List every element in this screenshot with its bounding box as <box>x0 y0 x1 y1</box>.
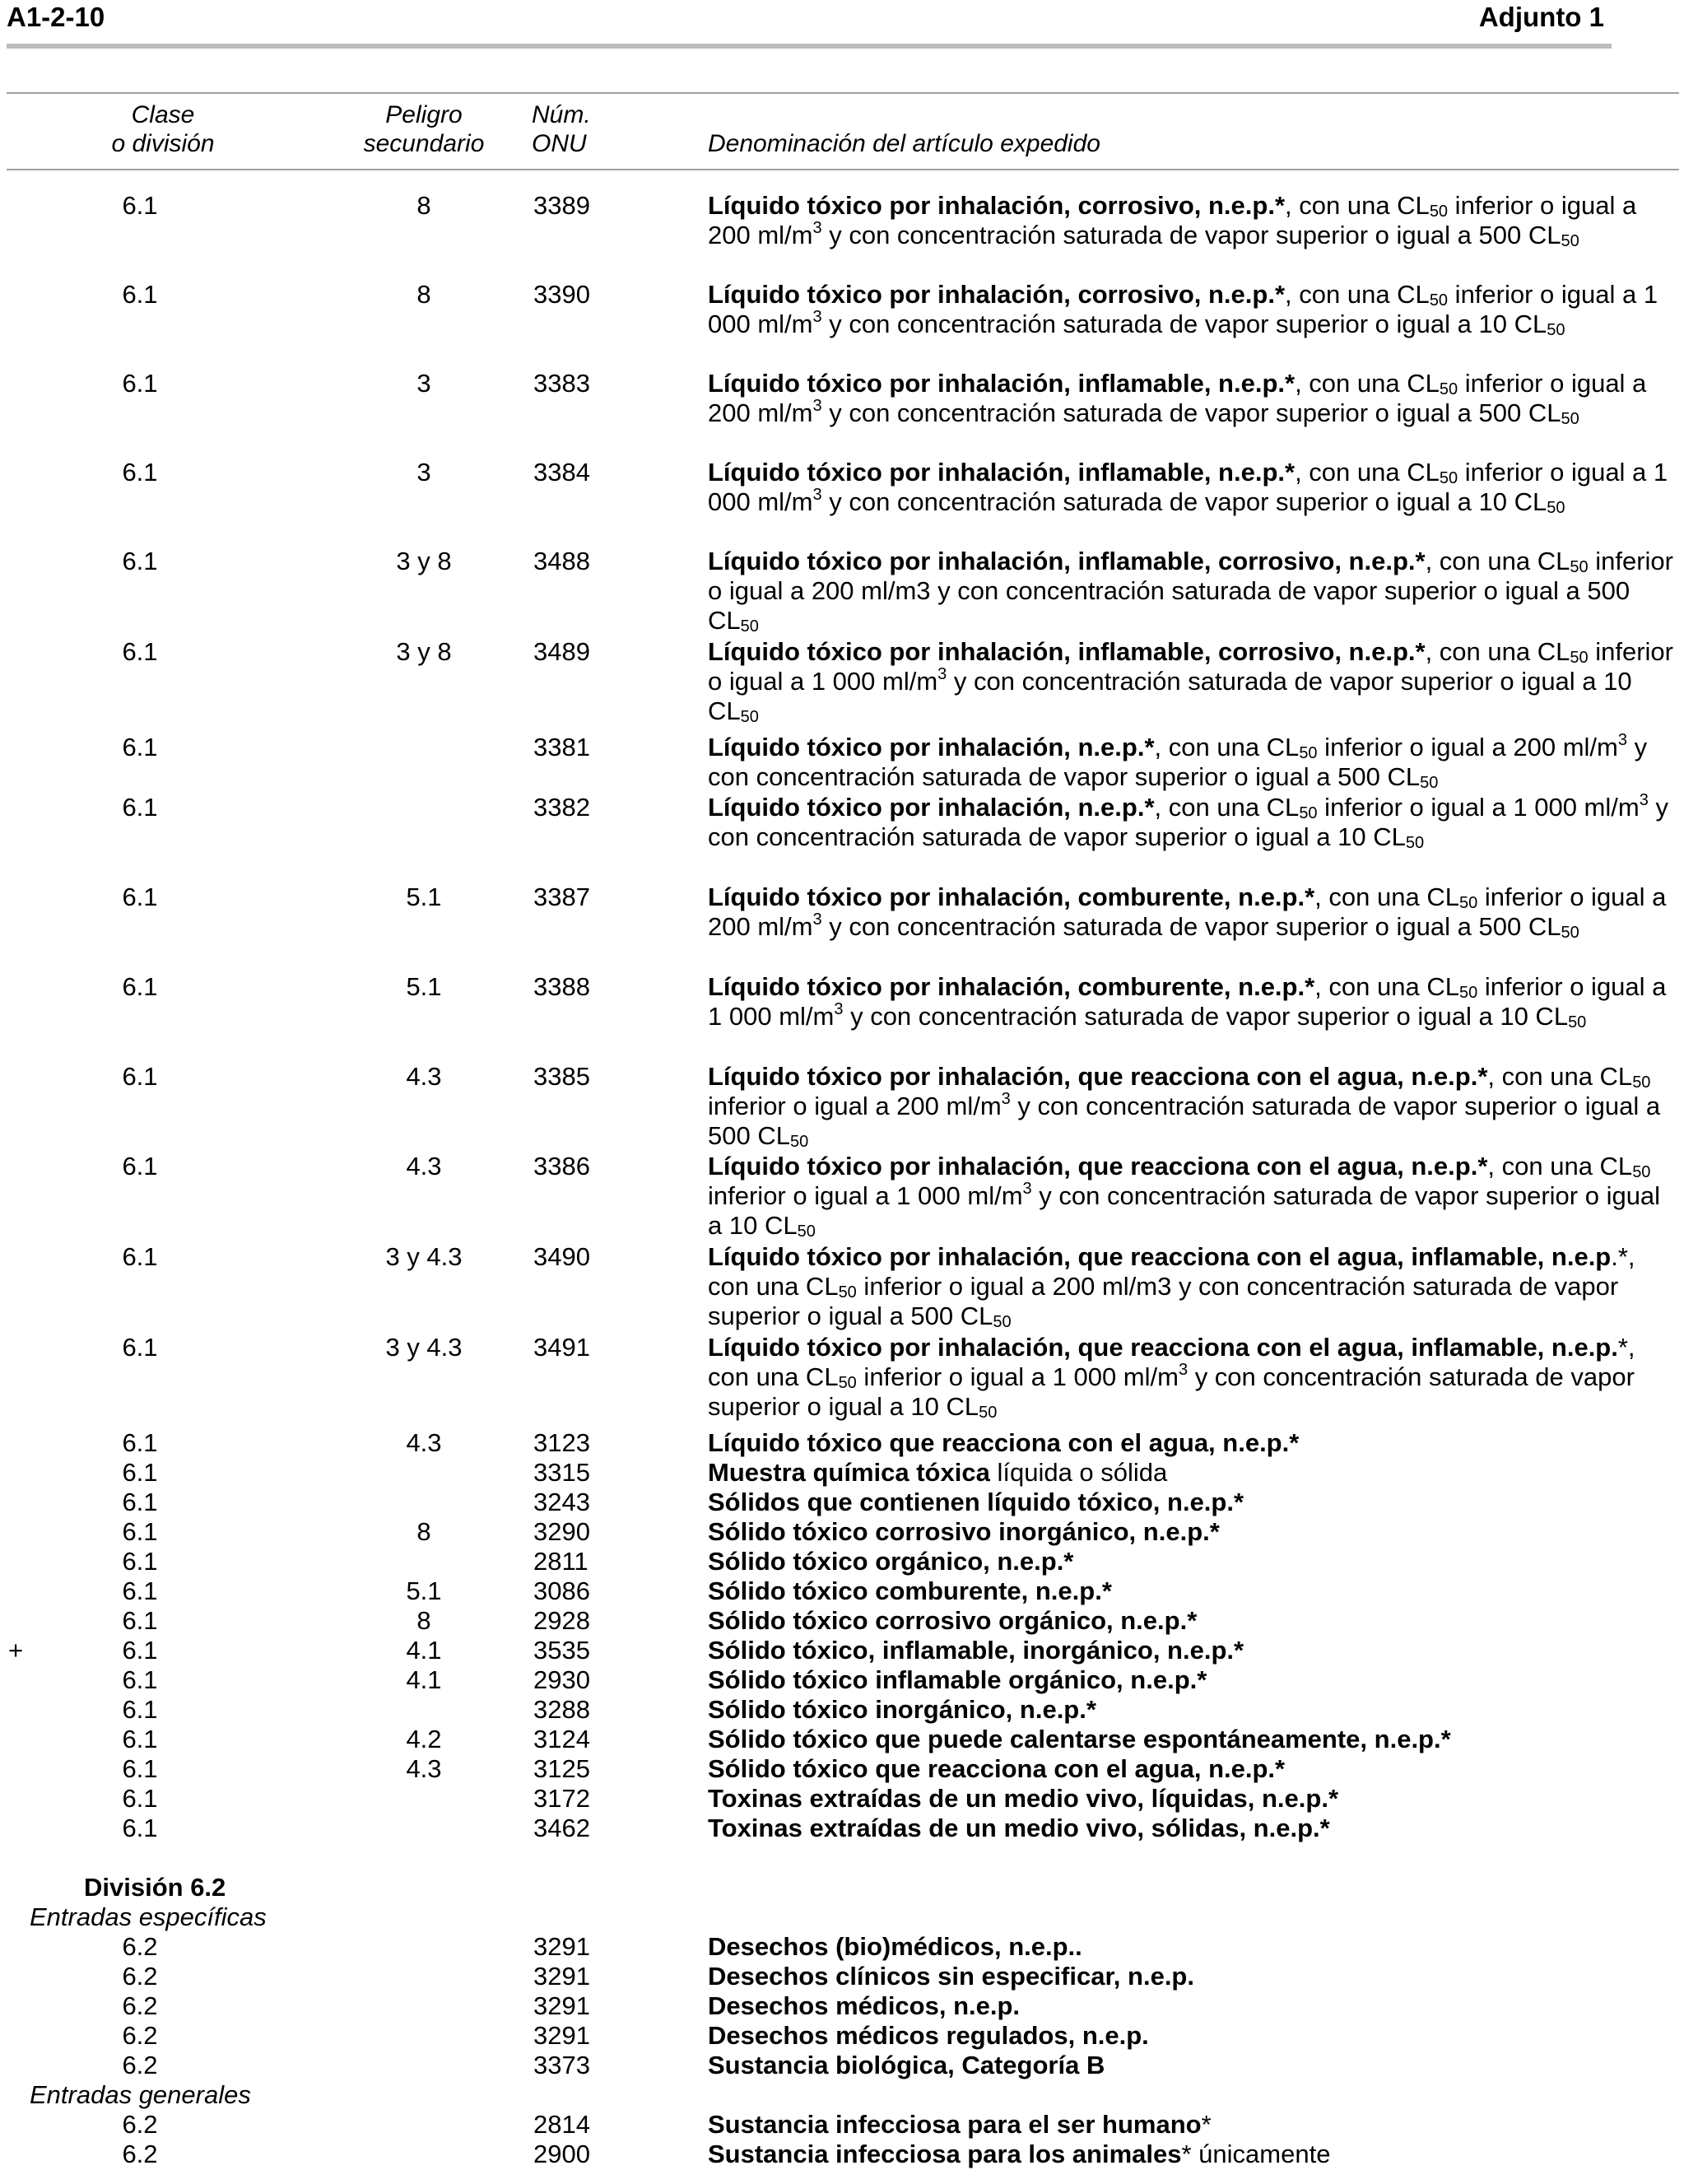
subsidiary-risk-cell: 5.1 <box>406 882 442 911</box>
column-header-class-line1: Clase <box>131 101 195 128</box>
un-number-cell: 3390 <box>533 280 590 309</box>
table-row <box>0 1784 1684 1814</box>
table-row <box>0 1547 1684 1576</box>
un-number-cell: 3086 <box>533 1576 590 1605</box>
division-6-2-title: División 6.2 <box>84 1873 226 1902</box>
subsidiary-risk-cell: 3 y 4.3 <box>385 1242 463 1271</box>
subsidiary-risk-cell: 3 y 4.3 <box>385 1333 463 1362</box>
table-row <box>0 1428 1684 1458</box>
proper-shipping-name: Sólido tóxico inorgánico, n.e.p.* <box>708 1695 1096 1724</box>
table-row <box>0 1458 1684 1488</box>
description-cell <box>708 2021 1679 2051</box>
description-detail: , con una $CL_{50}$ inferior o igual a 200 $ml/m^3$ y con concentración saturada de vapor superior o igual a 500 $CL_{50}$ <box>708 369 1647 428</box>
class-cell: 6.1 <box>122 1695 158 1724</box>
column-header-subsidiary <box>346 100 502 158</box>
un-number-cell: 3172 <box>533 1784 590 1813</box>
column-header-un-line2: ONU <box>532 130 587 157</box>
table-row <box>0 1242 1684 1333</box>
un-number-cell: 3315 <box>533 1458 590 1487</box>
un-number-cell: 3291 <box>533 1962 590 1991</box>
class-cell: 6.1 <box>122 1665 158 1694</box>
proper-shipping-name: Desechos (bio)médicos, n.e.p.. <box>708 1932 1082 1961</box>
proper-shipping-name: Sustancia infecciosa para el ser humano <box>708 2110 1202 2139</box>
table-row <box>0 1062 1684 1152</box>
description-detail: , con una $CL_{50}$ inferior o igual a 1 000 $ml/m^3$ y con concentración saturada de vapor superior o igual a 10 $CL_{50}$ <box>708 637 1673 726</box>
table-row <box>0 547 1684 637</box>
proper-shipping-name: Líquido tóxico por inhalación, inflamable, n.e.p.* <box>708 369 1296 398</box>
description-cell <box>708 1814 1679 1843</box>
un-number-cell: 3123 <box>533 1428 590 1457</box>
description-cell <box>708 1665 1679 1695</box>
class-cell: 6.2 <box>122 1932 158 1961</box>
un-number-cell: 3490 <box>533 1242 590 1271</box>
proper-shipping-name: Sustancia infecciosa para los animales <box>708 2140 1182 2168</box>
division-6-1-rows <box>0 191 1684 1843</box>
description-cell <box>708 547 1679 636</box>
table-row <box>0 1754 1684 1784</box>
un-number-cell: 3381 <box>533 733 590 761</box>
description-cell <box>708 1428 1679 1458</box>
class-cell: 6.1 <box>122 191 158 220</box>
class-cell: 6.1 <box>122 1242 158 1271</box>
proper-shipping-name: Líquido tóxico por inhalación, comburente, n.e.p.* <box>708 882 1315 911</box>
un-number-cell: 3385 <box>533 1062 590 1091</box>
description-cell <box>708 1576 1679 1606</box>
class-cell: 6.1 <box>122 1062 158 1091</box>
table-row <box>0 1665 1684 1695</box>
table-body <box>0 191 1684 2169</box>
proper-shipping-name: Líquido tóxico por inhalación, que reacciona con el agua, n.e.p.* <box>708 1062 1488 1091</box>
description-cell <box>708 1242 1679 1331</box>
un-number-cell: 3288 <box>533 1695 590 1724</box>
proper-shipping-name: Sustancia biológica, Categoría B <box>708 2051 1105 2079</box>
subsidiary-risk-cell: 8 <box>416 1517 431 1546</box>
description-detail: , con una $CL_{50}$ inferior o igual a 1 000 $ml/m^3$ y con concentración saturada de vapor superior o igual a 10 $CL_{50}$ <box>708 1152 1661 1241</box>
general-entries-rows <box>0 2110 1684 2169</box>
proper-shipping-name: Sólido tóxico, inflamable, inorgánico, n.e.p.* <box>708 1636 1244 1665</box>
proper-shipping-name: Toxinas extraídas de un medio vivo, líquidas, n.e.p.* <box>708 1784 1339 1813</box>
subsidiary-risk-cell: 4.3 <box>406 1062 442 1091</box>
un-number-cell: 3291 <box>533 1991 590 2020</box>
table-row <box>0 1962 1684 1991</box>
un-number-cell: 2928 <box>533 1606 590 1635</box>
description-cell <box>708 1517 1679 1547</box>
description-cell <box>708 458 1679 517</box>
proper-shipping-name: Líquido tóxico que reacciona con el agua, n.e.p.* <box>708 1428 1300 1457</box>
table-row <box>0 1488 1684 1517</box>
description-cell <box>708 1606 1679 1636</box>
description-cell <box>708 1062 1679 1151</box>
proper-shipping-name: Sólido tóxico que reacciona con el agua, n.e.p.* <box>708 1754 1286 1783</box>
class-cell: 6.1 <box>122 1725 158 1753</box>
description-detail: , con una $CL_{50}$ inferior o igual a 200 $ml/m^3$ y con concentración saturada de vapor superior o igual a 500 $CL_{50}$ <box>708 882 1667 942</box>
description-cell <box>708 1932 1679 1962</box>
column-header-class <box>97 100 229 158</box>
description-cell <box>708 1333 1679 1422</box>
description-cell <box>708 1636 1679 1665</box>
un-number-cell: 3462 <box>533 1814 590 1842</box>
description-detail: , con una $CL_{50}$ inferior o igual a 1 000 $ml/m^3$ y con concentración saturada de vapor superior o igual a 10 $CL_{50}$ <box>708 972 1667 1031</box>
proper-shipping-name: Sólido tóxico comburente, n.e.p.* <box>708 1576 1112 1605</box>
attachment-label: Adjunto 1 <box>1478 2 1604 32</box>
class-cell: 6.2 <box>122 1962 158 1991</box>
proper-shipping-name: Desechos clínicos sin especificar, n.e.p. <box>708 1962 1194 1991</box>
class-cell: 6.1 <box>122 1152 158 1180</box>
description-cell <box>708 1458 1679 1488</box>
un-number-cell: 2900 <box>533 2140 590 2168</box>
subsidiary-risk-cell: 4.1 <box>406 1636 442 1665</box>
subsidiary-risk-cell: 8 <box>416 1606 431 1635</box>
column-header-un-line1: Núm. <box>532 101 591 128</box>
class-cell: 6.1 <box>122 1606 158 1635</box>
proper-shipping-name: Líquido tóxico por inhalación, que reacciona con el agua, n.e.p.* <box>708 1152 1488 1180</box>
general-entries-label: Entradas generales <box>30 2080 251 2109</box>
un-number-cell: 2930 <box>533 1665 590 1694</box>
table-row <box>0 2140 1684 2169</box>
description-cell <box>708 1962 1679 1991</box>
un-number-cell: 3373 <box>533 2051 590 2079</box>
subsidiary-risk-cell: 5.1 <box>406 1576 442 1605</box>
class-cell: 6.1 <box>122 972 158 1001</box>
description-cell <box>708 280 1679 339</box>
subsidiary-risk-cell: 8 <box>416 191 431 220</box>
proper-shipping-name: Desechos médicos, n.e.p. <box>708 1991 1021 2020</box>
class-cell: 6.1 <box>122 637 158 666</box>
table-row <box>0 1725 1684 1754</box>
un-number-cell: 3387 <box>533 882 590 911</box>
proper-shipping-name: Sólido tóxico orgánico, n.e.p.* <box>708 1547 1074 1576</box>
un-number-cell: 3488 <box>533 547 590 575</box>
un-number-cell: 3384 <box>533 458 590 487</box>
description-cell <box>708 972 1679 1031</box>
class-cell: 6.2 <box>122 2021 158 2050</box>
description-detail: , con una $CL_{50}$ inferior o igual a 200 $ml/m^3$ y con concentración saturada de vapor superior o igual a 500 $CL_{50}$ <box>708 1062 1661 1151</box>
class-cell: 6.2 <box>122 2140 158 2168</box>
un-number-cell: 3388 <box>533 972 590 1001</box>
class-cell: 6.1 <box>122 369 158 398</box>
class-cell: 6.2 <box>122 2110 158 2139</box>
description-cell <box>708 730 1679 792</box>
description-cell <box>708 1695 1679 1725</box>
table-top-rule <box>7 92 1679 94</box>
description-detail: líquida o sólida <box>989 1458 1168 1487</box>
subsidiary-risk-cell: 4.3 <box>406 1152 442 1180</box>
change-marker: + <box>8 1636 24 1665</box>
proper-shipping-name: Líquido tóxico por inhalación, corrosivo, n.e.p.* <box>708 191 1286 220</box>
description-cell <box>708 1991 1679 2021</box>
table-row <box>0 2110 1684 2140</box>
description-detail: , con una $CL_{50}$ inferior o igual a 200 $ml/m^3$ y con concentración saturada de vapor superior o igual a 500 $CL_{50}$ <box>708 191 1637 250</box>
proper-shipping-name: Sólidos que contienen líquido tóxico, n.e.p.* <box>708 1488 1244 1516</box>
class-cell: 6.1 <box>122 547 158 575</box>
table-row <box>0 637 1684 733</box>
description-cell <box>708 2110 1679 2140</box>
class-cell: 6.1 <box>122 882 158 911</box>
description-cell <box>708 1725 1679 1754</box>
table-row <box>0 1814 1684 1843</box>
class-cell: 6.1 <box>122 1576 158 1605</box>
column-header-subsidiary-line2: secundario <box>363 130 485 157</box>
class-cell: 6.1 <box>122 458 158 487</box>
proper-shipping-name: Toxinas extraídas de un medio vivo, sólidas, n.e.p.* <box>708 1814 1330 1842</box>
proper-shipping-name: Líquido tóxico por inhalación, inflamable, n.e.p.* <box>708 458 1296 487</box>
proper-shipping-name: Muestra química tóxica <box>708 1458 990 1487</box>
proper-shipping-name: Líquido tóxico por inhalación, corrosivo, n.e.p.* <box>708 280 1286 309</box>
column-header-un <box>532 100 606 158</box>
subsidiary-risk-cell: 4.3 <box>406 1428 442 1457</box>
table-row <box>0 730 1684 793</box>
subsidiary-risk-cell: 3 <box>416 458 431 487</box>
header-rule <box>7 44 1612 49</box>
class-cell: 6.1 <box>122 1488 158 1516</box>
description-cell <box>708 1784 1679 1814</box>
description-cell <box>708 1152 1679 1241</box>
description-detail: , con una $CL_{50}$ inferior o igual a 1 000 $ml/m^3$ y con concentración saturada de vapor superior o igual a 10 $CL_{50}$ <box>708 458 1668 517</box>
table-row <box>0 458 1684 547</box>
description-cell <box>708 2051 1679 2080</box>
class-cell: 6.1 <box>122 1636 158 1665</box>
subsidiary-risk-cell: 5.1 <box>406 972 442 1001</box>
proper-shipping-name: Líquido tóxico por inhalación, n.e.p.* <box>708 733 1155 761</box>
proper-shipping-name: Sólido tóxico corrosivo orgánico, n.e.p.* <box>708 1606 1198 1635</box>
proper-shipping-name: Líquido tóxico por inhalación, que reacciona con el agua, inflamable, n.e.p. <box>708 1333 1618 1362</box>
column-header-subsidiary-line1: Peligro <box>385 101 463 128</box>
page-reference: A1-2-10 <box>7 2 105 32</box>
description-detail: , con una $CL_{50}$ inferior o igual a 1 000 $ml/m^3$ y con concentración saturada de vapor superior o igual a 10 $CL_{50}$ <box>708 790 1668 852</box>
class-cell: 6.1 <box>122 1814 158 1842</box>
description-cell <box>708 2140 1679 2169</box>
class-cell: 6.1 <box>122 1754 158 1783</box>
description-cell <box>708 1488 1679 1517</box>
table-row <box>0 1333 1684 1428</box>
description-cell <box>708 369 1679 428</box>
subsidiary-risk-cell: 4.1 <box>406 1665 442 1694</box>
un-number-cell: 3491 <box>533 1333 590 1362</box>
table-row <box>0 1517 1684 1547</box>
description-detail: , con una $CL_{50}$ inferior o igual a 1 000 $ml/m^3$ y con concentración saturada de vapor superior o igual a 10 $CL_{50}$ <box>708 280 1658 339</box>
un-number-cell: 3489 <box>533 637 590 666</box>
un-number-cell: 3291 <box>533 1932 590 1961</box>
un-number-cell: 3243 <box>533 1488 590 1516</box>
table-row <box>0 1152 1684 1242</box>
description-detail: *, con una $CL_{50}$ inferior o igual a 1 000 $ml/m^3$ y con concentración saturada de vapor superior o igual a 10 $CL_{50}$ <box>708 1333 1635 1422</box>
section-gap <box>0 1843 1684 1873</box>
table-row <box>0 191 1684 280</box>
subsidiary-risk-cell: 3 <box>416 369 431 398</box>
table-row <box>0 1991 1684 2021</box>
proper-shipping-name: Líquido tóxico por inhalación, comburente, n.e.p.* <box>708 972 1315 1001</box>
column-header-class-line2: o división <box>111 130 215 157</box>
table-row <box>0 882 1684 972</box>
table-row <box>0 1636 1684 1665</box>
class-cell: 6.1 <box>122 1458 158 1487</box>
un-number-cell: 3290 <box>533 1517 590 1546</box>
specific-entries-label: Entradas específicas <box>30 1902 267 1931</box>
proper-shipping-name: Sólido tóxico que puede calentarse espontáneamente, n.e.p.* <box>708 1725 1451 1753</box>
class-cell: 6.1 <box>122 1547 158 1576</box>
class-cell: 6.1 <box>122 793 158 822</box>
subsidiary-risk-cell: 8 <box>416 280 431 309</box>
un-number-cell: 3383 <box>533 369 590 398</box>
table-row <box>0 790 1684 882</box>
proper-shipping-name: Líquido tóxico por inhalación, n.e.p.* <box>708 793 1155 822</box>
table-row <box>0 972 1684 1062</box>
proper-shipping-name: Sólido tóxico inflamable orgánico, n.e.p.* <box>708 1665 1207 1694</box>
description-detail: , con una $CL_{50}$ inferior o igual a 200 ml/m3 y con concentración saturada de vapor superior o igual a 500 $CL_{50}$ <box>708 547 1673 636</box>
description-cell <box>708 790 1679 852</box>
proper-shipping-name: Líquido tóxico por inhalación, inflamable, corrosivo, n.e.p.* <box>708 637 1426 666</box>
un-number-cell: 3124 <box>533 1725 590 1753</box>
description-cell <box>708 637 1679 726</box>
table-row <box>0 2021 1684 2051</box>
un-number-cell: 3535 <box>533 1636 590 1665</box>
table-header-rule <box>7 169 1679 170</box>
table-row <box>0 2051 1684 2080</box>
description-cell <box>708 1547 1679 1576</box>
class-cell: 6.2 <box>122 2051 158 2079</box>
un-number-cell: 3125 <box>533 1754 590 1783</box>
proper-shipping-name: Sólido tóxico corrosivo inorgánico, n.e.p.* <box>708 1517 1220 1546</box>
column-header-description: Denominación del artículo expedido <box>708 130 1100 157</box>
table-row <box>0 1606 1684 1636</box>
un-number-cell: 2814 <box>533 2110 590 2139</box>
un-number-cell: 3386 <box>533 1152 590 1180</box>
proper-shipping-name: Líquido tóxico por inhalación, que reacciona con el agua, inflamable, n.e.p <box>708 1242 1612 1271</box>
class-cell: 6.1 <box>122 1784 158 1813</box>
proper-shipping-name: Desechos médicos regulados, n.e.p. <box>708 2021 1149 2050</box>
table-row <box>0 1695 1684 1725</box>
table-row <box>0 280 1684 369</box>
class-cell: 6.1 <box>122 1517 158 1546</box>
table-row <box>0 369 1684 458</box>
subsidiary-risk-cell: 4.3 <box>406 1754 442 1783</box>
un-number-cell: 3291 <box>533 2021 590 2050</box>
class-cell: 6.1 <box>122 1428 158 1457</box>
table-row <box>0 1932 1684 1962</box>
proper-shipping-name: Líquido tóxico por inhalación, inflamable, corrosivo, n.e.p.* <box>708 547 1426 575</box>
un-number-cell: 3382 <box>533 793 590 822</box>
subsidiary-risk-cell: 4.2 <box>406 1725 442 1753</box>
description-cell <box>708 882 1679 942</box>
specific-entries-rows <box>0 1932 1684 2080</box>
class-cell: 6.1 <box>122 280 158 309</box>
description-detail: .*, con una $CL_{50}$ inferior o igual a 200 ml/m3 y con concentración saturada de vapor superior o igual a 500 $CL_{50}$ <box>708 1242 1635 1331</box>
description-cell <box>708 191 1679 250</box>
subsidiary-risk-cell: 3 y 8 <box>396 637 452 666</box>
table-row <box>0 1576 1684 1606</box>
un-number-cell: 3389 <box>533 191 590 220</box>
class-cell: 6.1 <box>122 1333 158 1362</box>
description-detail: * <box>1201 2110 1212 2139</box>
un-number-cell: 2811 <box>533 1547 588 1576</box>
description-detail: * únicamente <box>1181 2140 1331 2168</box>
description-cell <box>708 1754 1679 1784</box>
class-cell: 6.1 <box>122 733 158 761</box>
class-cell: 6.2 <box>122 1991 158 2020</box>
subsidiary-risk-cell: 3 y 8 <box>396 547 452 575</box>
description-detail: , con una $CL_{50}$ inferior o igual a 200 $ml/m^3$ y con concentración saturada de vapor superior o igual a 500 $CL_{50}$ <box>708 730 1648 792</box>
